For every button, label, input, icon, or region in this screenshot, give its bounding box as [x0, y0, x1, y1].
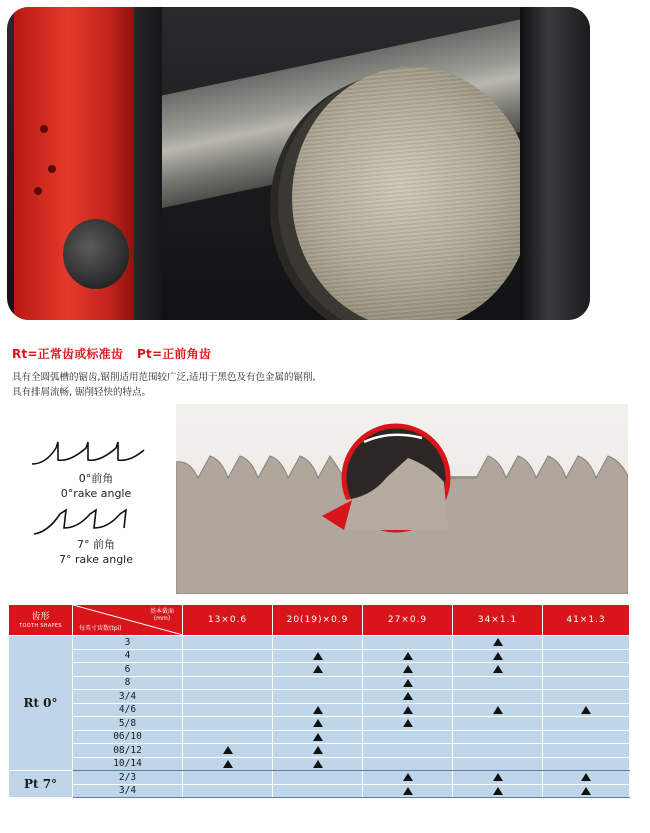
hero-right-frame — [520, 7, 590, 320]
triangle-mark-icon — [223, 760, 233, 768]
triangle-mark-icon — [223, 746, 233, 754]
availability-cell — [273, 690, 363, 704]
availability-cell — [273, 784, 363, 798]
hero-knob — [63, 219, 129, 289]
description-line-1: 具有全圆弧槽的锯齿,锯削适用范围较广泛,适用于黑色及有色金属的锯削, — [12, 372, 316, 383]
availability-cell — [273, 730, 363, 744]
tpi-cell: 4 — [73, 649, 183, 663]
table-row — [9, 730, 630, 744]
triangle-mark-icon — [313, 665, 323, 673]
triangle-mark-icon — [313, 733, 323, 741]
availability-cell — [183, 690, 273, 704]
availability-cell — [183, 744, 273, 758]
availability-cell — [273, 663, 363, 677]
size-header-13x0.6: 13×0.6 — [183, 605, 273, 636]
triangle-mark-icon — [403, 719, 413, 727]
table-row — [9, 636, 630, 650]
tooth-shape-label: Rt 0° — [9, 636, 73, 771]
availability-cell — [453, 730, 543, 744]
availability-cell — [543, 676, 630, 690]
tpi-cell: 08/12 — [73, 744, 183, 758]
availability-cell — [543, 636, 630, 650]
availability-cell — [183, 730, 273, 744]
availability-cell — [453, 690, 543, 704]
availability-cell — [363, 676, 453, 690]
size-header-34x1.1: 34×1.1 — [453, 605, 543, 636]
availability-cell — [363, 784, 453, 798]
tpi-cell: 3/4 — [73, 784, 183, 798]
availability-cell — [453, 663, 543, 677]
blade-closeup — [176, 404, 628, 594]
availability-cell — [183, 663, 273, 677]
availability-cell — [363, 636, 453, 650]
availability-cell — [543, 649, 630, 663]
availability-cell — [183, 676, 273, 690]
table-row — [9, 690, 630, 704]
table-row — [9, 717, 630, 731]
triangle-mark-icon — [493, 706, 503, 714]
availability-cell — [273, 757, 363, 771]
triangle-mark-icon — [493, 773, 503, 781]
availability-cell — [453, 757, 543, 771]
availability-cell — [453, 771, 543, 785]
zero-rake-tooth-icon — [26, 438, 166, 470]
size-header-41x1.3: 41×1.3 — [543, 605, 630, 636]
availability-cell — [273, 676, 363, 690]
triangle-mark-icon — [313, 652, 323, 660]
tpi-cell: 5/8 — [73, 717, 183, 731]
triangle-mark-icon — [493, 638, 503, 646]
availability-cell — [183, 703, 273, 717]
availability-cell — [543, 690, 630, 704]
section-label: 基本截面 (mm) — [149, 608, 174, 622]
triangle-mark-icon — [403, 773, 413, 781]
size-header-27x0.9: 27×0.9 — [363, 605, 453, 636]
tooth-shape-header: 齿形 TOOTH SHAPES — [9, 605, 73, 636]
zero-rake-en: 0°rake angle — [60, 487, 132, 500]
description — [12, 370, 316, 400]
seven-rake-cn: 7° 前角 — [77, 538, 115, 551]
availability-cell — [183, 771, 273, 785]
closeup-teeth — [176, 404, 628, 594]
table-row — [9, 784, 630, 798]
availability-cell — [363, 663, 453, 677]
availability-cell — [543, 744, 630, 758]
tpi-cell: 2/3 — [73, 771, 183, 785]
tpi-cell: 8 — [73, 676, 183, 690]
triangle-mark-icon — [493, 665, 503, 673]
spec-table-body — [9, 636, 630, 798]
tpi-cell: 6 — [73, 663, 183, 677]
diagonal-header — [73, 605, 183, 636]
triangle-mark-icon — [403, 652, 413, 660]
description-line-2: 具有排屑流畅, 锯削轻快的特点。 — [12, 387, 152, 398]
triangle-mark-icon — [313, 706, 323, 714]
availability-cell — [183, 717, 273, 731]
availability-cell — [363, 757, 453, 771]
pt-title: Pt=正前角齿 — [137, 347, 212, 361]
triangle-mark-icon — [493, 787, 503, 795]
availability-cell — [543, 771, 630, 785]
availability-cell — [363, 744, 453, 758]
section-title — [12, 345, 211, 362]
availability-cell — [453, 717, 543, 731]
triangle-mark-icon — [313, 760, 323, 768]
availability-cell — [453, 784, 543, 798]
triangle-mark-icon — [581, 773, 591, 781]
hero-photo — [7, 7, 590, 320]
size-header-20x0.9: 20(19)×0.9 — [273, 605, 363, 636]
tpi-label: 每英寸齿数(tpi) — [79, 625, 122, 632]
seven-rake-en: 7° rake angle — [58, 553, 134, 566]
availability-cell — [363, 703, 453, 717]
availability-cell — [543, 784, 630, 798]
availability-cell — [183, 757, 273, 771]
availability-cell — [273, 649, 363, 663]
tpi-cell: 3/4 — [73, 690, 183, 704]
tooth-shape-label: Pt 7° — [9, 771, 73, 798]
availability-cell — [273, 703, 363, 717]
triangle-mark-icon — [403, 706, 413, 714]
availability-cell — [363, 771, 453, 785]
triangle-mark-icon — [403, 665, 413, 673]
availability-cell — [453, 744, 543, 758]
availability-cell — [183, 649, 273, 663]
triangle-mark-icon — [313, 746, 323, 754]
seven-rake-tooth-icon — [26, 506, 166, 538]
availability-cell — [273, 636, 363, 650]
zero-rake-cn: 0°前角 — [78, 472, 114, 485]
availability-cell — [543, 717, 630, 731]
hero-cut-workpiece — [292, 67, 532, 320]
availability-cell — [273, 717, 363, 731]
triangle-mark-icon — [581, 787, 591, 795]
availability-cell — [453, 676, 543, 690]
availability-cell — [543, 730, 630, 744]
availability-cell — [273, 771, 363, 785]
table-row — [9, 676, 630, 690]
table-row — [9, 744, 630, 758]
table-row — [9, 649, 630, 663]
availability-cell — [543, 703, 630, 717]
rake-angle-legend — [26, 438, 166, 578]
availability-cell — [453, 649, 543, 663]
availability-cell — [183, 784, 273, 798]
availability-cell — [363, 730, 453, 744]
table-row — [9, 703, 630, 717]
tpi-cell: 10/14 — [73, 757, 183, 771]
triangle-mark-icon — [313, 719, 323, 727]
table-row — [9, 771, 630, 785]
tpi-cell: 4/6 — [73, 703, 183, 717]
table-row — [9, 663, 630, 677]
tpi-cell: 06/10 — [73, 730, 183, 744]
availability-cell — [183, 636, 273, 650]
availability-cell — [273, 744, 363, 758]
availability-cell — [363, 717, 453, 731]
availability-cell — [543, 663, 630, 677]
triangle-mark-icon — [493, 652, 503, 660]
availability-cell — [453, 703, 543, 717]
tpi-cell: 3 — [73, 636, 183, 650]
rt-title: Rt=正常齿或标准齿 — [12, 347, 124, 361]
triangle-mark-icon — [403, 692, 413, 700]
triangle-mark-icon — [581, 706, 591, 714]
availability-cell — [363, 649, 453, 663]
table-row — [9, 757, 630, 771]
triangle-mark-icon — [403, 679, 413, 687]
availability-cell — [543, 757, 630, 771]
spec-table — [8, 604, 630, 798]
availability-cell — [363, 690, 453, 704]
triangle-mark-icon — [403, 787, 413, 795]
availability-cell — [453, 636, 543, 650]
